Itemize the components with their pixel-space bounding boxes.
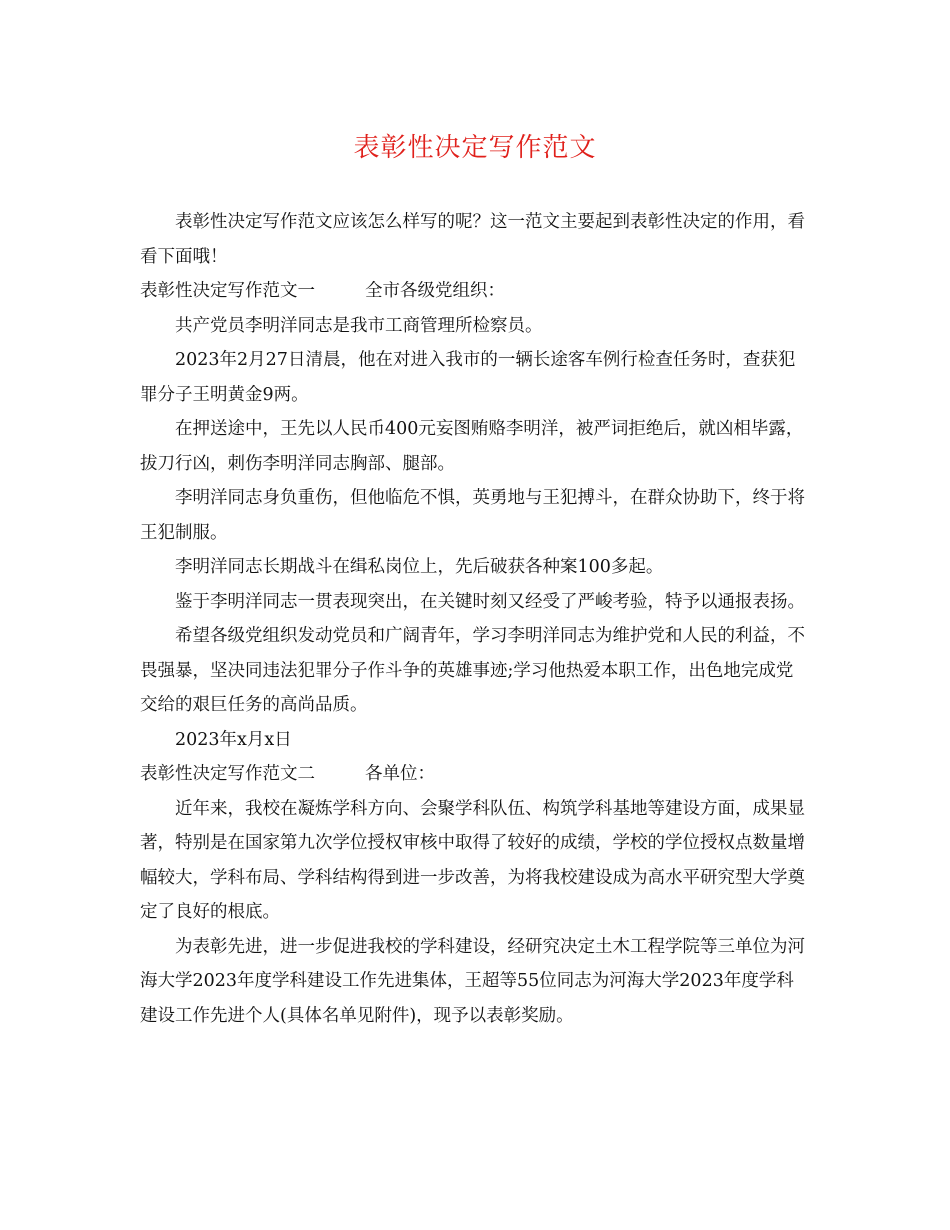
paragraph: 鉴于李明洋同志一贯表现突出，在关键时刻又经受了严峻考验，特予以通报表扬。 [175, 591, 805, 612]
paragraph: 共产党员李明洋同志是我市工商管理所检察员。 [175, 315, 543, 336]
paragraph: 李明洋同志长期战斗在缉私岗位上，先后破获各种案100多起。 [175, 557, 664, 577]
section-one-heading: 表彰性决定写作范文一 [140, 281, 315, 301]
document-body [140, 205, 810, 1033]
date-line: 2023年x月x日 [175, 729, 292, 750]
paragraph: 为表彰先进，进一步促进我校的学科建设，经研究决定土木工程学院等三单位为河海大学2023年度学科建设工作先进集体，王超等55位同志为河海大学2023年度学科建设工作先进个人(具体名单见附件)，现予以表彰奖励。 [140, 936, 805, 1026]
paragraph: 在押送途中，王先以人民币400元妄图贿赂李明洋，被严词拒绝后，就凶相毕露，拔刀行凶，刺伤李明洋同志胸部、腿部。 [140, 419, 804, 474]
section-one-addressee: 全市各级党组织： [365, 281, 505, 301]
paragraph-intro: 表彰性决定写作范文应该怎么样写的呢？这一范文主要起到表彰性决定的作用，看看下面哦！ [140, 212, 805, 267]
document-title: 表彰性决定写作范文 [353, 133, 597, 163]
section-two-heading-line [140, 757, 810, 792]
paragraph: 李明洋同志身负重伤，但他临危不惧，英勇地与王犯搏斗，在群众协助下，终于将王犯制服。 [140, 488, 805, 543]
section-two-addressee: 各单位： [365, 764, 435, 784]
paragraph: 希望各级党组织发动党员和广阔青年，学习李明洋同志为维护党和人民的利益，不畏强暴，坚决同违法犯罪分子作斗争的英雄事迹;学习他热爱本职工作，出色地完成党交给的艰巨任务的高尚品质。 [140, 626, 805, 715]
paragraph: 2023年2月27日清晨，他在对进入我市的一辆长途客车例行检查任务时，查获犯罪分子王明黄金9两。 [140, 350, 796, 405]
section-two-heading: 表彰性决定写作范文二 [140, 764, 315, 784]
paragraph: 近年来，我校在凝炼学科方向、会聚学科队伍、构筑学科基地等建设方面，成果显著，特别是在国家第九次学位授权审核中取得了较好的成绩，学校的学位授权点数量增幅较大，学科布局、学科结构得到进一步改善，为将我校建设成为高水平研究型大学奠定了良好的根底。 [140, 798, 805, 922]
section-one-heading-line [140, 274, 810, 309]
